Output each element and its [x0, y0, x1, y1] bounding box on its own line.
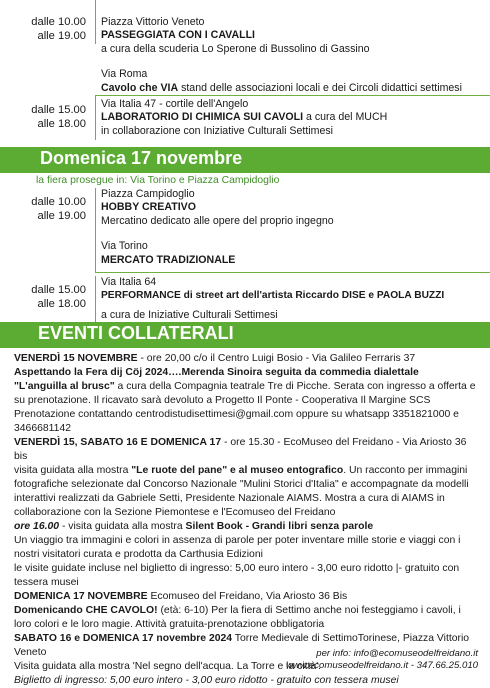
event-date: SABATO 16 e DOMENICA 17 novembre 2024: [14, 633, 233, 644]
event-date: VENERDÌ 15 NOVEMBRE: [14, 353, 138, 364]
event-details: [101, 16, 480, 95]
time-range: dalle 10.00 alle 19.00: [31, 16, 86, 42]
timeline-divider: [95, 96, 96, 140]
timeline-divider: [95, 188, 96, 272]
event-title: LABORATORIO DI CHIMICA SUI CAVOLI: [101, 111, 304, 124]
event-place: Piazza Vittorio Veneto: [101, 16, 205, 28]
event-title: PERFORMANCE di street art dell'artista Riccardo DISE e PAOLA BUZZI: [101, 290, 445, 302]
event-entry: DOMENICA 17 NOVEMBRE Ecomuseo del Freidano, Via Ariosto 36 Bis: [14, 591, 348, 602]
event-organizer: a cura della scuderia Lo Sperone di Bussolino di Gassino: [101, 42, 370, 55]
schedule-block-domenica: [0, 188, 490, 268]
event-title: PASSEGGIATA CON I CAVALLI: [101, 29, 255, 42]
event-entry: VENERDÌ 15, SABATO 16 E DOMENICA 17 - ore 15.30 - EcoMuseo del Freidano - Via Ariosto 36 bis: [14, 437, 467, 462]
timeline-divider: [95, 276, 96, 322]
event-details: [101, 98, 480, 138]
event-place: Via Torino: [101, 240, 148, 253]
collateral-events: [14, 352, 480, 688]
event-description: Mercatino dedicato alle opere del proprio ingegno: [101, 214, 334, 227]
event-place: Via Roma: [101, 68, 148, 81]
event-description: Un viaggio tra immagini e colori in assenza di parole per poter inventare mille storie e viaggi con i nostri visitatori curata e prodotta da Carthusia Edizioni: [14, 535, 461, 560]
info-website[interactable]: www.ecomuseodelfreidano.it - 347.66.25.010: [286, 660, 478, 671]
time-range: dalle 15.00 alle 18.00: [31, 104, 86, 130]
schedule-block-street-art: [0, 276, 490, 326]
section-header-band: [0, 322, 490, 348]
event-title: HOBBY CREATIVO: [101, 201, 196, 214]
event-organizer: a cura de Iniziative Culturali Settimesi: [101, 308, 278, 321]
schedule-block-cavalli: [0, 0, 490, 96]
event-title-line: LABORATORIO DI CHIMICA SUI CAVOLI a cura del MUCH: [101, 111, 388, 124]
event-organizer: in collaborazione con Iniziative Culturali Settimesi: [101, 124, 333, 137]
event-entry: SABATO 16 e DOMENICA 17 novembre 2024 Torre Medievale di SettimoTorinese, Piazza Vittorio Veneto: [14, 633, 470, 658]
day-header-band: [0, 147, 490, 173]
timeline-divider: [95, 272, 490, 273]
event-place: Via Italia 64: [101, 276, 157, 288]
timeline-divider: [95, 0, 96, 44]
event-details: [101, 188, 480, 267]
event-description: visita guidata alla mostra "Le ruote del pane" e al museo entografico. Un racconto per immagini fotografiche selezionate dal Concorso Nazionale "Mulini Storici d'Italia" e accompagnate da modelli interattivi realizzati da Gabriele Setti, Presidente Nazionale AIAMS. Mostra a cura di AIAMS in collaborazione con la Sezione Piemontese e l'Ecomuseo del Freidano: [14, 465, 469, 518]
event-description: Visita guidata alla mostra 'Nel segno dell'acqua. La Torre e la città'.: [14, 661, 322, 672]
day-subtitle: la fiera prosegue in: Via Torino e Piazza Campidoglio: [36, 175, 280, 186]
event-description: "L'anguilla al brusc" a cura della Compagnia teatrale Tre di Picche. Serata con ingresso a offerta e su prenotazione. Il ricavato sarà devoluto a Progetto Il Ponte - Cooperativa Il Margine SCS: [14, 381, 476, 406]
event-title: Aspettando la Fera dij Cöj 2024….Merenda Sinoira seguita da commedia dialettale: [14, 367, 419, 378]
event-place: Piazza Campidoglio: [101, 188, 195, 200]
event-ticket: le visite guidate incluse nel biglietto di ingresso: 5,00 euro intero - 3,00 euro ridotto |- gratuito con tessera musei: [14, 563, 460, 588]
event-time: ore 16.00: [14, 521, 60, 532]
event-place: Via Italia 47 - cortile dell'Angelo: [101, 98, 249, 110]
event-description: Domenicando CHE CAVOLO! (età: 6-10) Per la fiera di Settimo anche noi festeggiamo i cavoli, i loro colori e le loro magie. Attività gratuita-prenotazione obbligatoria: [14, 605, 461, 630]
event-date: VENERDÌ 15, SABATO 16 E DOMENICA 17: [14, 437, 222, 448]
event-description: Cavolo che VIA stand delle associazioni locali e dei Circoli didattici settimesi: [101, 81, 462, 94]
day-title: Domenica 17 novembre: [40, 148, 243, 168]
event-title: MERCATO TRADIZIONALE: [101, 253, 236, 266]
info-email[interactable]: per info: info@ecomuseodelfreidano.it: [316, 648, 478, 659]
section-title: EVENTI COLLATERALI: [38, 323, 234, 343]
event-date: DOMENICA 17 NOVEMBRE: [14, 591, 148, 602]
event-ticket: Biglietto di ingresso: 5,00 euro intero - 3,00 euro ridotto - gratuito con tessera musei: [14, 675, 399, 686]
info-contacts: [286, 648, 478, 672]
event-entry: VENERDÌ 15 NOVEMBRE - ore 20,00 c/o il Centro Luigi Bosio - Via Galileo Ferraris 37: [14, 353, 416, 364]
event-contact: Prenotazione contattando centrodistudisettimesi@gmail.com oppure su whatsapp 3351821000 e 3466681142: [14, 409, 459, 434]
event-title: Cavolo che VIA: [101, 81, 179, 94]
event-entry: ore 16.00 - visita guidata alla mostra Silent Book - Grandi libri senza parole: [14, 521, 374, 532]
event-details: [101, 276, 480, 322]
time-range: dalle 10.00 alle 19.00: [31, 196, 86, 222]
schedule-block-laboratorio: [0, 96, 490, 152]
time-range: dalle 15.00 alle 18.00: [31, 284, 86, 310]
